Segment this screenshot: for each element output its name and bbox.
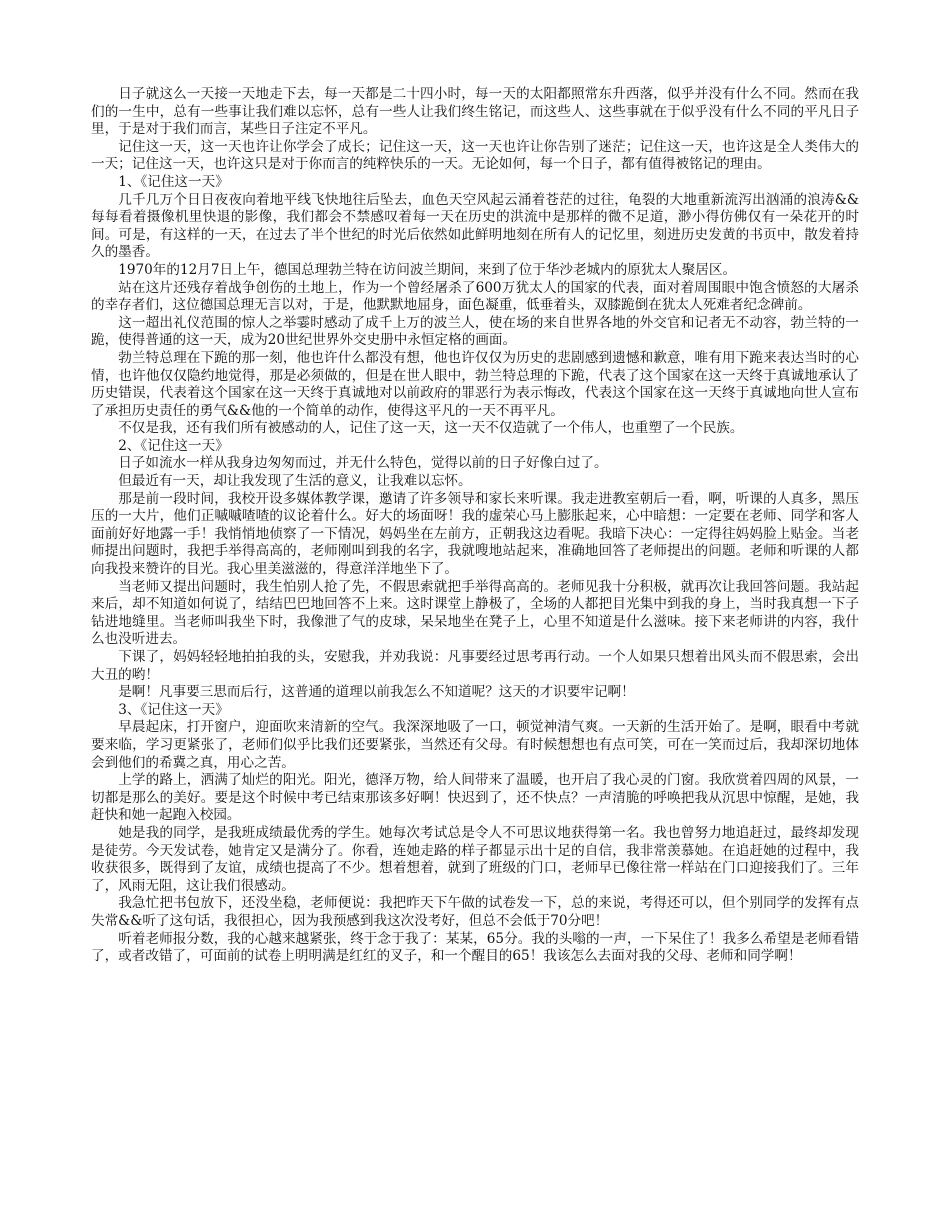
paragraph: 早晨起床，打开窗户，迎面吹来清新的空气。我深深地吸了一口，顿觉神清气爽。一天新的生活开始了。是啊，眼看中考就要来临，学习更紧张了，老师们似乎比我们还要紧张，当然还有父母。有时候想想也有点可笑，可在一笑而过后，我却深切地体会到他们的希冀之真，用心之苦。 xyxy=(91,719,859,771)
paragraph: 但最近有一天，却让我发现了生活的意义，让我难以忘怀。 xyxy=(118,473,472,490)
paragraph: 几千几万个日日夜夜向着地平线飞快地往后坠去，血色天空风起云涌着苍茫的过往，龟裂的大地重新流泻出汹涌的浪涛&&每每看着摄像机里快退的影像，我们都会不禁感叹着每一天在历史的洪流中是那样的微不足道，渺小得仿佛仅有一朵花开的时间。可是，有这样的一天，在过去了半个世纪的时光后依然如此鲜明地刻在所有人的记忆里，刻进历史发黄的书页中，散发着持久的墨香。 xyxy=(91,191,859,261)
paragraph: 是啊！凡事要三思而后行，这普通的道理以前我怎么不知道呢？这天的才识要牢记啊！ xyxy=(118,684,635,701)
paragraph: 下课了，妈妈轻轻地拍拍我的头，安慰我，并劝我说：凡事要经过思考再行动。一个人如果只想着出风头而不假思索，会出大丑的哟！ xyxy=(91,649,859,683)
paragraph: 站在这片还残存着战争创伤的土地上，作为一个曾经屠杀了600万犹太人的国家的代表，面对着周围眼中饱含愤怒的大屠杀的幸存者们，这位德国总理无言以对，于是，他默默地屈身，面色凝重，低垂着头，双膝跪倒在犹太人死难者纪念碑前。 xyxy=(91,279,859,314)
section-heading: 3、《记住这一天》 xyxy=(118,701,229,718)
paragraph: 她是我的同学，是我班成绩最优秀的学生。她每次考试总是令人不可思议地获得第一名。我也曾努力地追赶过，最终却发现是徒劳。今天发试卷，她肯定又是满分了。你看，连她走路的样子都显示出十足的自信，我非常羡慕她。在追赶她的过程中，我收获很多，既得到了友谊，成绩也提高了不少。想着想着，就到了班级的门口，老师早已像往常一样站在门口迎接我们了。三年了，风雨无阻，这让我们很感动。 xyxy=(91,824,859,894)
section-heading: 2、《记住这一天》 xyxy=(118,437,229,454)
paragraph: 日子就这么一天接一天地走下去，每一天都是二十四小时，每一天的太阳都照常东升西落，似乎并没有什么不同。然而在我们的一生中，总有一些事让我们难以忘怀，总有一些人让我们终生铭记，而这些人、这些事就在于似乎没有什么不同的平凡日子里，于是对于我们而言，某些日子注定不平凡。 xyxy=(91,86,859,138)
paragraph: 不仅是我，还有我们所有被感动的人，记住了这一天，这一天不仅造就了一个伟人，也重塑了一个民族。 xyxy=(118,420,744,437)
paragraph: 勃兰特总理在下跪的那一刻，他也许什么都没有想，他也许仅仅为历史的悲剧感到遗憾和歉意，唯有用下跪来表达当时的心情，也许他仅仅隐约地觉得，那是必须做的，但是在世人眼中，勃兰特总理的下跪，代表了这个国家在这一天终于真诚地承认了历史错误，代表着这个国家在这一天终于真诚地对以前政府的罪恶行为表示悔改，代表这个国家在这一天终于真诚地向世人宣布了承担历史责任的勇气&&他的一个简单的动作，使得这平凡的一天不再平凡。 xyxy=(91,349,859,419)
paragraph: 这一超出礼仪范围的惊人之举霎时感动了成千上万的波兰人，使在场的来自世界各地的外交官和记者无不动容，勃兰特的一跪，使得普通的这一天，成为20世纪世界外交史册中永恒定格的画面。 xyxy=(91,314,859,349)
paragraph: 日子如流水一样从我身边匆匆而过，并无什么特色，觉得以前的日子好像白过了。 xyxy=(118,455,608,472)
paragraph: 记住这一天，这一天也许让你学会了成长；记住这一天，这一天也许让你告别了迷茫；记住这一天，也许这是全人类伟大的一天；记住这一天，也许这只是对于你而言的纯粹快乐的一天。无论如何，每一个日子，都有值得被铭记的理由。 xyxy=(91,138,859,173)
paragraph: 当老师又提出问题时，我生怕别人抢了先，不假思索就把手举得高高的。老师见我十分积极，就再次让我回答问题。我站起来后，却不知道如何说了，结结巴巴地回答不上来。这时课堂上静极了，全场的人都把目光集中到我的身上，当时我真想一下子钻进地缝里。当老师叫我坐下时，我像泄了气的皮球，呆呆地坐在凳子上，心里不知道是什么滋味。接下来老师讲的内容，我什么也没听进去。 xyxy=(91,578,859,648)
paragraph: 1970年的12月7日上午，德国总理勃兰特在访问波兰期间，来到了位于华沙老城内的原犹太人聚居区。 xyxy=(118,261,737,278)
paragraph: 那是前一段时间，我校开设多媒体教学课，邀请了许多领导和家长来听课。我走进教室朝后一看，啊，听课的人真多，黑压压的一大片，他们正嘁嘁喳喳的议论着什么。好大的场面呀！我的虚荣心马上膨胀起来，心中暗想：一定要在老师、同学和客人面前好好地露一手！我悄悄地侦察了一下情况，妈妈坐在左前方，正朝我这边看呢。我暗下决心：一定得往妈妈脸上贴金。当老师提出问题时，我把手举得高高的，老师刚叫到我的名字，我就嗖地站起来，准确地回答了老师提出的问题。老师和听课的人都向我投来赞许的目光。我心里美滋滋的，得意洋洋地坐下了。 xyxy=(91,490,859,578)
paragraph: 上学的路上，洒满了灿烂的阳光。阳光，德泽万物，给人间带来了温暖，也开启了我心灵的门窗。我欣赏着四周的风景，一切都是那么的美好。要是这个时候中考已结束那该多好啊！快迟到了，还不快点？一声清脆的呼唤把我从沉思中惊醒，是她，我赶快和她一起跑入校园。 xyxy=(91,772,859,824)
section-heading: 1、《记住这一天》 xyxy=(118,173,229,190)
paragraph: 听着老师报分数，我的心越来越紧张，终于念于我了：某某，65分。我的头嗡的一声，一下呆住了！我多么希望是老师看错了，或者改错了，可面前的试卷上明明满是红红的叉子，和一个醒目的65！我该怎么去面对我的父母、老师和同学啊！ xyxy=(91,930,859,965)
paragraph: 我急忙把书包放下，还没坐稳，老师便说：我把昨天下午做的试卷发一下，总的来说，考得还可以，但个别同学的发挥有点失常&&听了这句话，我很担心，因为我预感到我这次没考好，但总不会低于70分吧！ xyxy=(91,895,859,929)
document-page xyxy=(91,86,859,966)
